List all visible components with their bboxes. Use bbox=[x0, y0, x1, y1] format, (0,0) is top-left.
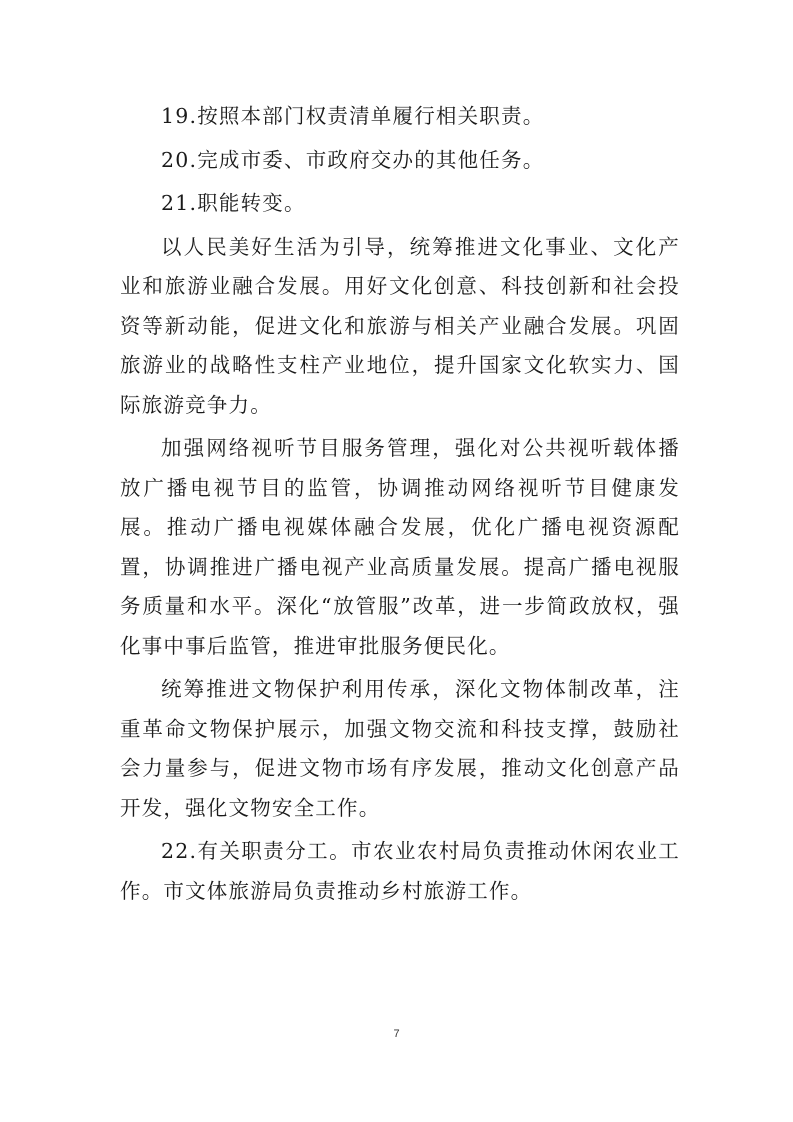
paragraph-cultural-relics: 统筹推进文物保护利用传承，深化文物体制改革，注重革命文物保护展示，加强文物交流和科技支撑，鼓励社会力量参与，促进文物市场有序发展，推动文化创意产品开发，强化文物安全工作。 bbox=[120, 677, 680, 820]
paragraph-broadcasting: 加强网络视听节目服务管理，强化对公共视听载体播放广播电视节目的监管，协调推动网络视听节目健康发展。推动广播电视媒体融合发展，优化广播电视资源配置，协调推进广播电视产业高质量发展。提高广播电视服务质量和水平。深化“放管服”改革，进一步简政放权，强化事中事后监管，推进审批服务便民化。 bbox=[120, 436, 680, 658]
paragraph-item-19: 19.按照本部门权责清单履行相关职责。 bbox=[161, 104, 545, 128]
paragraph-item-22: 22.有关职责分工。市农业农村局负责推动休闲农业工作。市文体旅游局负责推动乡村旅游工作。 bbox=[120, 839, 680, 903]
page-number: 7 bbox=[393, 1028, 400, 1040]
paragraph-item-21: 21.职能转变。 bbox=[161, 191, 306, 215]
paragraph-culture-tourism: 以人民美好生活为引导，统筹推进文化事业、文化产业和旅游业融合发展。用好文化创意、科技创新和社会投资等新动能，促进文化和旅游与相关产业融合发展。巩固旅游业的战略性支柱产业地位，提升国家文化软实力、国际旅游竞争力。 bbox=[120, 234, 680, 417]
body-text bbox=[120, 97, 680, 915]
paragraph-item-20: 20.完成市委、市政府交办的其他任务。 bbox=[161, 147, 545, 172]
